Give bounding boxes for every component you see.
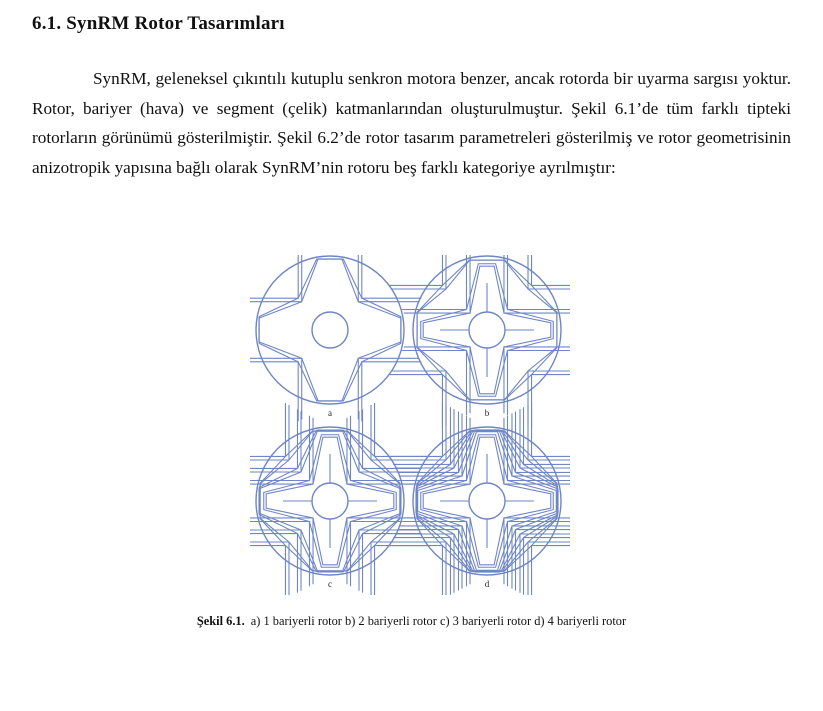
flux-barrier-line: [250, 259, 421, 298]
flux-barrier-line: [391, 260, 570, 289]
panel-label-a: a: [328, 408, 332, 418]
rotor-outline: [256, 427, 404, 575]
shaft-circle: [312, 312, 348, 348]
rotor-panel-c: [250, 403, 428, 595]
flux-barrier-line: [423, 255, 470, 413]
rotor-panel-d: [389, 403, 570, 595]
flux-barrier-line: [259, 255, 298, 421]
flux-barrier-line: [504, 255, 551, 413]
rotor-outline: [413, 427, 561, 575]
flux-barrier-line: [393, 431, 570, 465]
flux-barrier-line: [391, 431, 570, 460]
flux-barrier-line: [391, 371, 570, 400]
flux-barrier-line: [528, 405, 557, 595]
rotor-panel-a: [250, 255, 421, 421]
flux-barrier-line: [397, 530, 570, 573]
shaft-circle: [469, 483, 505, 519]
flux-barrier-line: [260, 405, 289, 595]
flux-barrier-line: [250, 431, 426, 460]
rotor-outline: [256, 256, 404, 404]
flux-barrier-line: [250, 362, 421, 401]
panel-label-b: b: [484, 408, 490, 418]
rotor-figure: [250, 255, 570, 595]
rotor-figure-svg: [250, 255, 570, 595]
shaft-circle: [312, 483, 348, 519]
shaft-circle: [469, 312, 505, 348]
panel-label-c: c: [328, 579, 332, 589]
rotor-outline: [413, 256, 561, 404]
caption-text: a) 1 bariyerli rotor b) 2 bariyerli rotor c) 3 bariyerli rotor d) 4 bariyerli rotor: [250, 614, 627, 628]
section-heading: 6.1. SynRM Rotor Tasarımları: [32, 13, 285, 34]
panel-label-d: d: [484, 579, 490, 589]
flux-barrier-line: [397, 430, 570, 473]
flux-barrier-line: [393, 538, 570, 572]
flux-barrier-line: [250, 430, 422, 468]
body-paragraph: SynRM, geleneksel çıkıntılı kutuplu senkron motora benzer, ancak rotorda bir uyarma sargısı yoktur. Rotor, bariyer (hava) ve segment (çelik) katmanlarından oluşturulmuştur. Şekil 6.1’de tüm farklı tipteki rotorların görünümü gösterilmiştir. Şekil 6.2’de rotor tasarım parametreleri gösterilmiş ve rotor geometrisinin anizotropik yapısına bağlı olarak SynRM’nin rotoru beş farklı kategoriye ayrılmıştır:: [32, 69, 791, 177]
flux-barrier-line: [250, 542, 426, 571]
flux-barrier-line: [391, 542, 570, 571]
flux-barrier-line: [250, 518, 413, 565]
rotor-panel-b: [389, 255, 570, 428]
flux-barrier-line: [417, 405, 446, 595]
flux-barrier-line: [250, 437, 413, 484]
flux-barrier-line: [395, 534, 570, 572]
flux-barrier-line: [250, 534, 422, 572]
flux-barrier-line: [362, 255, 401, 421]
caption-label: Şekil 6.1.: [196, 614, 245, 628]
figure-caption: [0, 614, 823, 629]
flux-barrier-line: [371, 405, 400, 595]
flux-barrier-line: [395, 430, 570, 468]
